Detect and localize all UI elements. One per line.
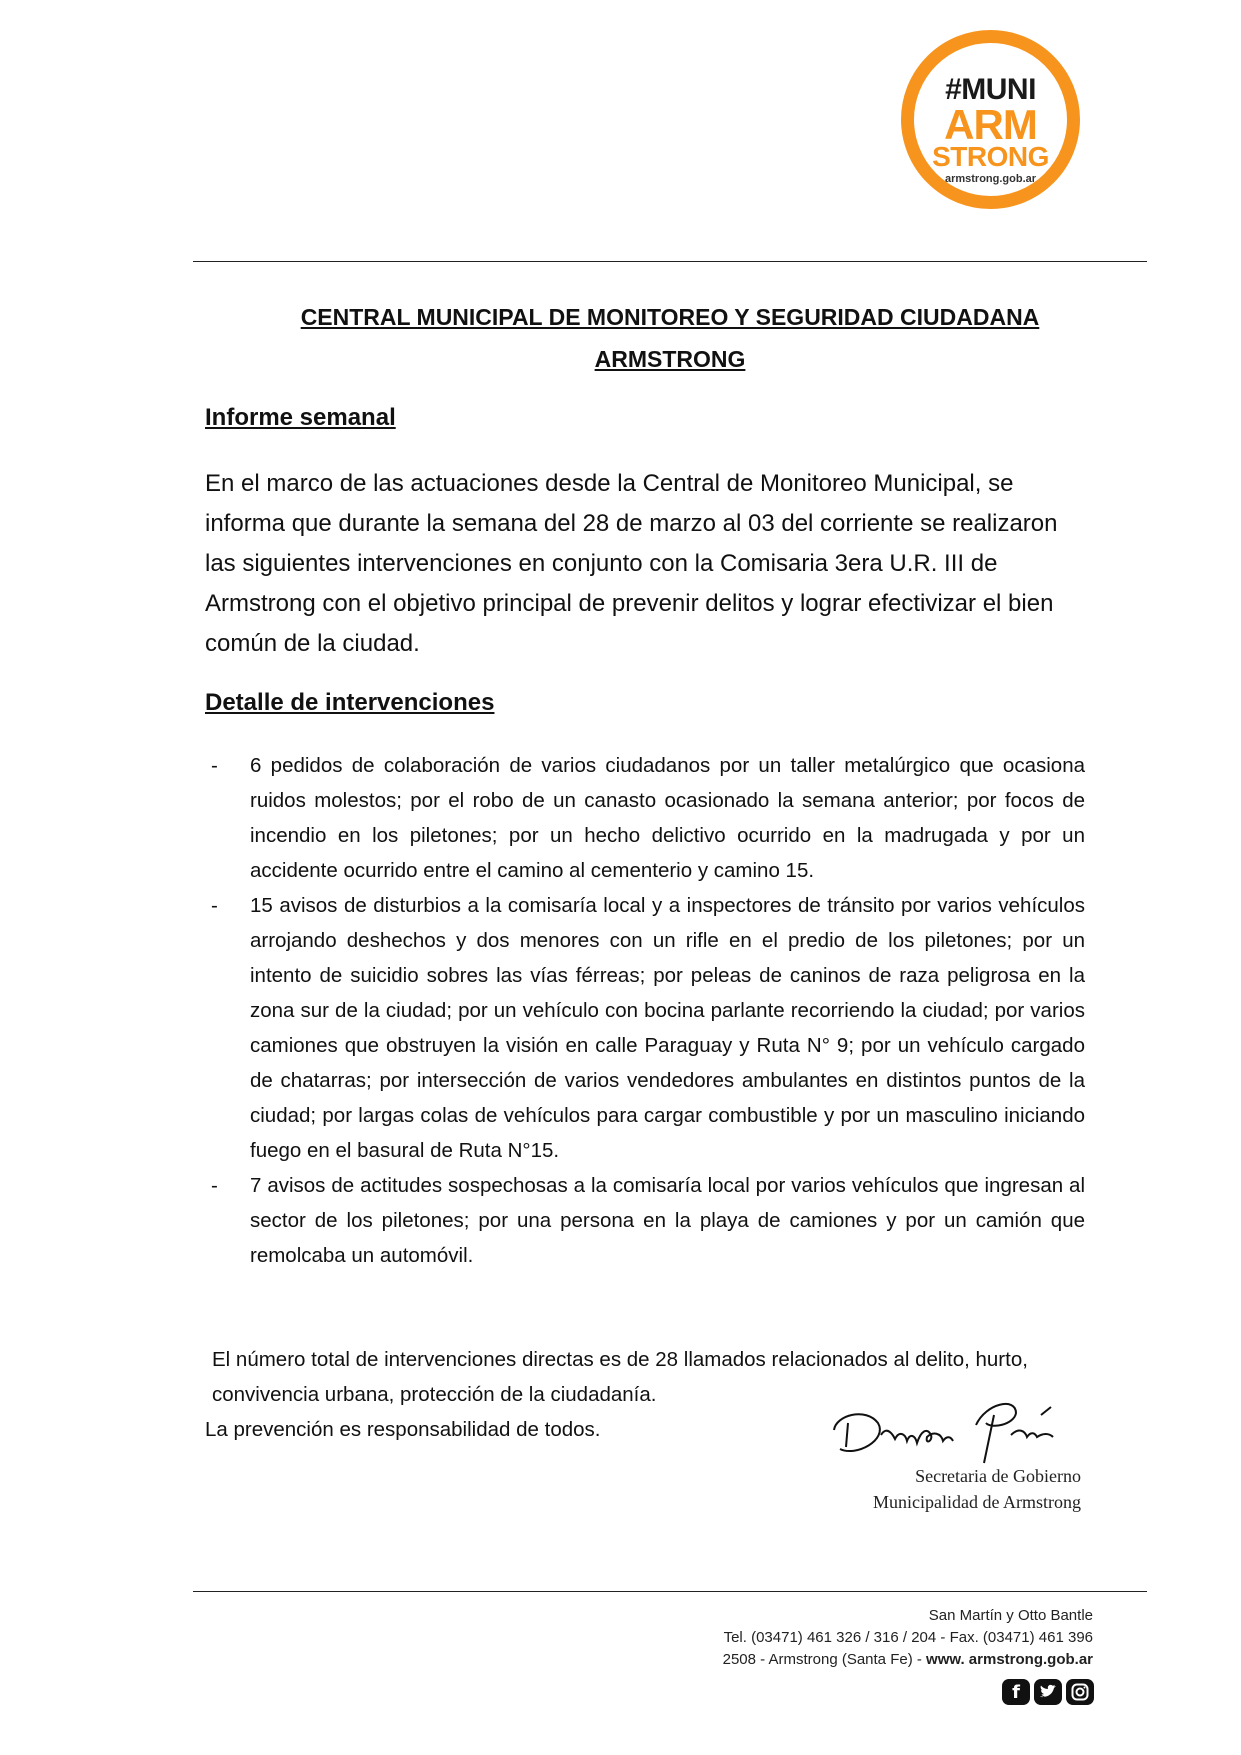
bullet-dash: - [211,754,218,777]
footer-divider [193,1591,1147,1592]
item-text: 7 avisos de actitudes sospechosas a la comisaría local por varios vehículos que ingresan al sector de los piletones; por una persona en la playa de camiones y por un camión que remolcaba un automóvil. [250,1174,1085,1267]
title-line-1: CENTRAL MUNICIPAL DE MONITOREO Y SEGURIDAD CIUDADANA [300,304,1040,330]
list-item [205,888,1085,1168]
footer-website[interactable]: www. armstrong.gob.ar [926,1651,1093,1668]
social-icons [1002,1679,1094,1705]
item-text: 6 pedidos de colaboración de varios ciudadanos por un taller metalúrgico que ocasiona ruidos molestos; por el robo de un canasto ocasionado la semana anterior; por focos de incendio en los piletones; por un hecho delictivo ocurrido en la madrugada y por un accidente ocurrido entre el camino al cementerio y camino 15. [250,754,1085,882]
closing-paragraph: El número total de intervenciones directas es de 28 llamados relacionados al delito, hurto, convivencia urbana, protección de la ciudadanía. [212,1348,1028,1406]
footer-city-line [723,1649,1093,1671]
footer-contact [723,1605,1093,1671]
logo-line-1: #MUNI [945,73,1036,106]
intro-paragraph: En el marco de las actuaciones desde la Central de Monitoreo Municipal, se informa que durante la semana del 28 de marzo al 03 del corriente se realizaron las siguientes intervenciones en conjunto con la Comisaria 3era U.R. III de Armstrong con el objetivo principal de prevenir delitos y lograr efectivizar el bien común de la ciudad. [205,470,1058,657]
document-title [193,296,1147,380]
municipality-logo [901,30,1080,209]
item-text: 15 avisos de disturbios a la comisaría local y a inspectores de tránsito por varios vehículos arrojando deshechos y dos menores con un rifle en el predio de los piletones; por un intento de suicidio sobres las vías férreas; por peleas de caninos de raza peligrosa en la zona sur de la ciudad; por un vehículo con bocina parlante recorriendo la ciudad; por varios camiones que obstruyen la visión en calle Paraguay y Ruta N° 9; por un vehículo cargado de chatarras; por intersección de varios vendedores ambulantes en distintos puntos de la ciudad; por largas colas de vehículos para cargar combustible y por un masculino iniciando fuego en el basural de Ruta N°15. [250,894,1085,1162]
list-item [205,1168,1085,1273]
signature-organization: Municipalidad de Armstrong [873,1492,1081,1512]
logo-line-2: ARM [944,101,1037,148]
signature-block [873,1463,1081,1515]
interventions-list [205,748,1085,1273]
title-line-2: ARMSTRONG [594,346,746,372]
footer-address: San Martín y Otto Bantle [928,1607,1093,1624]
footer-city: 2508 - Armstrong (Santa Fe) - [722,1651,927,1668]
logo-line-3: STRONG [932,141,1049,172]
bullet-dash: - [211,894,218,917]
signature-title: Secretaria de Gobierno [915,1466,1081,1486]
logo-line-4: armstrong.gob.ar [944,173,1037,185]
twitter-icon[interactable] [1034,1679,1062,1705]
report-heading: Informe semanal [205,404,396,431]
facebook-icon[interactable]: f [1002,1679,1030,1705]
header-divider [193,261,1147,262]
instagram-icon[interactable] [1066,1679,1094,1705]
footer-phone: Tel. (03471) 461 326 / 316 / 204 - Fax. (03471) 461 396 [723,1629,1093,1646]
prevention-line: La prevención es responsabilidad de todos. [205,1418,601,1441]
details-heading: Detalle de intervenciones [205,689,495,716]
handwritten-signature [826,1385,1076,1465]
bullet-dash: - [211,1174,218,1197]
list-item [205,748,1085,888]
